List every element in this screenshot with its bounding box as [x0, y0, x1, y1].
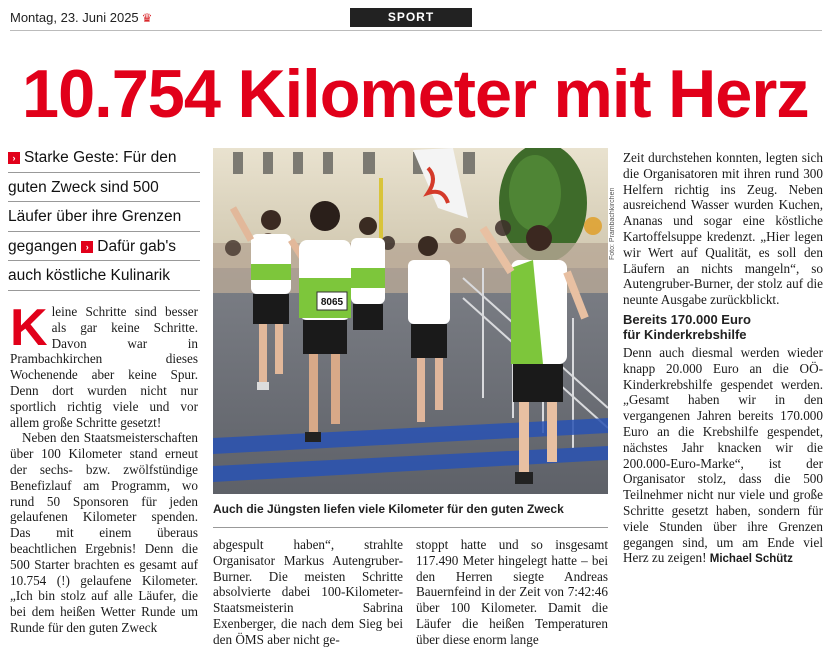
teaser-line	[8, 261, 200, 291]
paragraph: Zeit durchstehen konnten, legten sich die Organisatoren mit ihren rund 300 Helfern richtig ins Zeug. Neben ausreichend Wasser wurden Kuchen, Ananas und sogar eine köstliche Kartoffelsuppe kredenzt. „Hier legen wir Wert auf Qualität, es soll den Läufern an nichts mangeln“, so Autengruber-Burner, der stolz auf die neunte Ausgabe zurückblickt.	[623, 150, 823, 308]
teaser-text: guten Zweck sind 500	[8, 178, 159, 196]
article-column-2	[213, 537, 403, 648]
headline: 10.754 Kilometer mit Herz	[22, 56, 809, 132]
teaser-line	[8, 232, 200, 262]
teaser-text: Läufer über ihre Grenzen	[8, 208, 182, 225]
teaser-line	[8, 143, 200, 173]
paragraph: stoppt hatte und so insgesamt 117.490 Meter hingelegt hatte – bei den Herren siegte Andreas Bauernfeind in der Zeit von 7:42:46 über 100 Kilometer. Damit die Läufer die heißen Temperaturen über diese enorm lange	[416, 537, 608, 647]
teaser-text: auch köstliche Kulinarik	[8, 267, 170, 284]
photo-caption: Auch die Jüngsten liefen viele Kilometer für den guten Zweck	[213, 502, 564, 516]
subheading-line: Bereits 170.000 Euro	[623, 311, 751, 327]
teaser	[8, 143, 200, 291]
paragraph: leine Schritte sind besser als gar keine Schritte. Davon war in Prambachkirchen dieses Wochenende aber keine Spur. Denn dort wurden nicht nur sportlich richtig viele und vor allem große Schritte gesetzt!	[10, 304, 198, 430]
crown-icon: ♛	[141, 11, 153, 25]
author-name: Michael Schütz	[709, 553, 793, 566]
article-column-1	[10, 299, 198, 636]
date-text: Montag, 23. Juni 2025	[10, 10, 139, 25]
article-column-4	[623, 150, 823, 568]
teaser-line	[8, 202, 200, 232]
photo-credit: Foto: Prambachkirchen	[609, 187, 616, 260]
drop-cap: K	[10, 299, 48, 357]
issue-date	[10, 10, 152, 25]
caption-divider	[213, 527, 608, 528]
paragraph: abgespult haben“, strahlte Organisator Markus Autengruber-Burner. Die meisten Schritte absolvierte dabei 100-Kilometer-Staatsmeisterin Sabrina Exenberger, die nach dem Sieg bei den ÖMS aber nicht ge-	[213, 537, 403, 647]
teaser-text: Dafür gab's	[97, 237, 177, 255]
bib-number: 8065	[320, 297, 344, 308]
arrow-bullet-icon: ›	[81, 241, 93, 253]
article-photo	[213, 148, 608, 494]
section-rubric: SPORT	[350, 8, 472, 27]
paragraph: Denn auch diesmal werden wieder knapp 20.000 Euro an die OÖ-Kinderkrebshilfe gespendet werden. „Gesamt haben wir in den vergangenen Jahren bereits 170.000 Euro an die Krebshilfe gespendet, nächstes Jahr knacken wir die 200.000-Euro-Marke“, ist der Organisator stolz, dass die 500 Teilnehmer nicht nur viele und große Schritte gesetzt haben, sondern für viele Stunden über ihre Grenzen gegangen sind, um am Ende viel Herz zu zeigen!	[623, 344, 823, 566]
subheading	[623, 312, 823, 343]
header-divider	[10, 30, 822, 31]
page-header	[10, 8, 822, 30]
arrow-bullet-icon: ›	[8, 152, 20, 164]
teaser-text: gegangen	[8, 237, 77, 255]
article-column-3	[416, 537, 608, 648]
subheading-line: für Kinderkrebshilfe	[623, 327, 747, 343]
runners-photo	[213, 148, 608, 494]
paragraph: Neben den Staatsmeisterschaften über 100 Kilometer stand erneut der sechs- bzw. zwölfstündige Benefizlauf am Programm, wo rund 50 Sponsoren für jeden gelaufenen Kilometer spenden. Das mit einem überaus beachtlichen Ergebnis! Denn die 500 Starter brachten es gesamt auf 10.754 (!) gelaufene Kilometer. „Ich bin stolz auf alle Läufer, die bei dem heißen Wetter Runde um Runde für den guten Zweck	[10, 430, 198, 635]
teaser-text: Starke Geste: Für den	[24, 149, 177, 166]
teaser-line	[8, 173, 200, 203]
